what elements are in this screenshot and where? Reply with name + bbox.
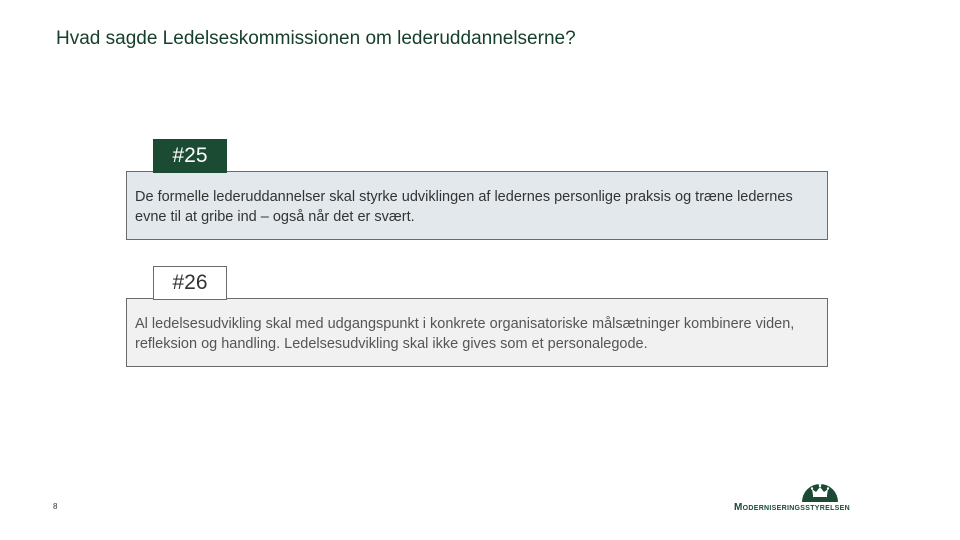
- recommendation-text: Al ledelsesudvikling skal med udgangspunkt i konkrete organisatoriske målsætninger kombinere viden, refleksion og handling. Ledelsesudvikling skal ikke gives som et personalegode.: [135, 316, 795, 352]
- recommendation-badge-25: #25: [153, 139, 227, 173]
- logo-text: Moderniseringsstyrelsen: [734, 502, 850, 513]
- organization-logo: [734, 480, 908, 516]
- crown-icon: [800, 480, 840, 502]
- recommendation-badge-26: #26: [153, 266, 227, 300]
- recommendation-text: De formelle lederuddannelser skal styrke udviklingen af ledernes personlige praksis og træne ledernes evne til at gribe ind – også når det er svært.: [135, 189, 793, 225]
- slide-title: Hvad sagde Ledelseskommissionen om lederuddannelserne?: [56, 28, 576, 49]
- recommendation-card-26: [126, 298, 828, 367]
- recommendation-card-25: [126, 171, 828, 240]
- page-number: 8: [53, 502, 58, 511]
